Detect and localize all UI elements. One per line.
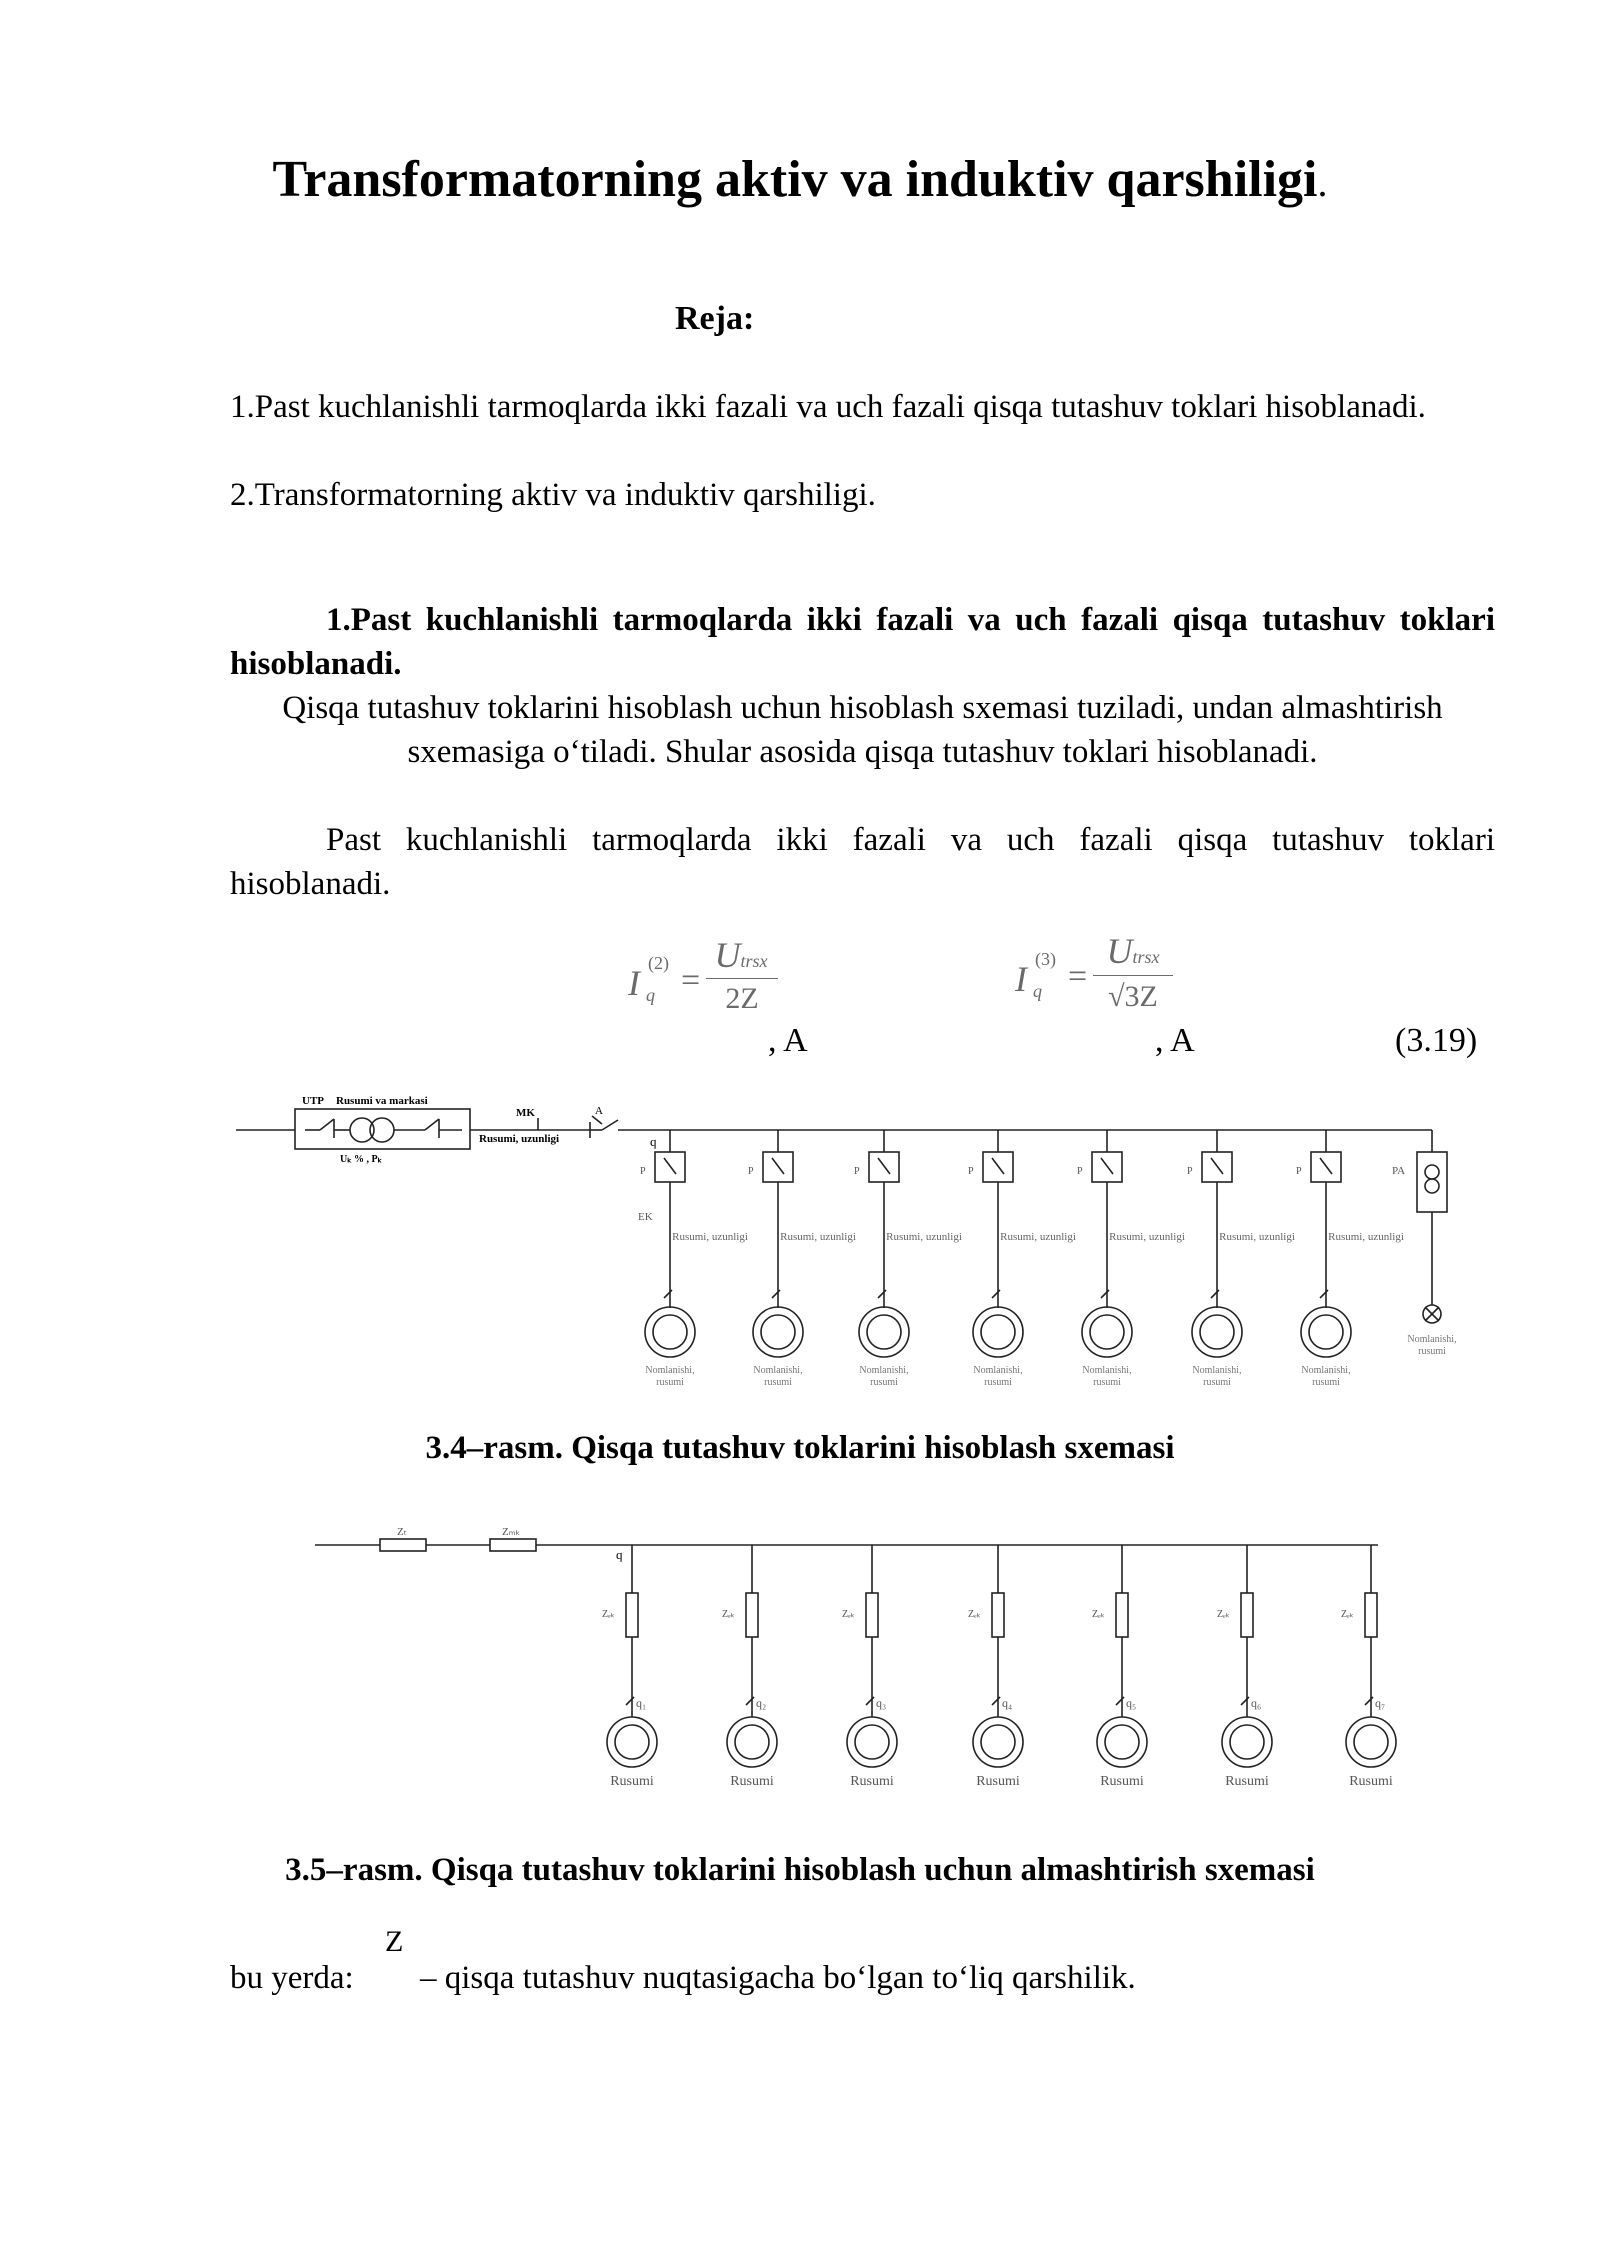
plan-item-1: 1.Past kuchlanishli tarmoqlarda ikki fazali va uch fazali qisqa tutashuv toklari hisoblanadi. (230, 389, 1426, 425)
motor-inner-circle (653, 1315, 687, 1349)
q-label: q (616, 1547, 623, 1562)
motor-type-label: rusumi (1203, 1377, 1231, 1388)
cable-label: Rusumi, uzunligi (780, 1231, 856, 1243)
p-label: P (1296, 1166, 1302, 1177)
motor-inner-circle (981, 1725, 1015, 1759)
rusumi-label: Rusumi (850, 1774, 894, 1789)
equation-number: (3.19) (1395, 1022, 1478, 1059)
equivalent-circuit-diagram (300, 1505, 1400, 1805)
motor-name-label: Nomlanishi, (1301, 1365, 1351, 1376)
motor-name-label: Nomlanishi, (645, 1365, 695, 1376)
q-index-label: q₃ (876, 1696, 887, 1710)
motor-inner-circle (855, 1725, 889, 1759)
equivalent-branch (1092, 1545, 1147, 1789)
formula-three-phase: I (3) q = Utrsx √3Z (1015, 940, 1185, 1020)
zek-resistor (1116, 1593, 1128, 1637)
rusumi-label: Rusumi (1349, 1774, 1393, 1789)
motor-inner-circle (1200, 1315, 1234, 1349)
motor-inner-circle (1105, 1725, 1139, 1759)
motor-type-label: rusumi (656, 1377, 684, 1388)
motor-inner-circle (1309, 1315, 1343, 1349)
zek-resistor (1241, 1593, 1253, 1637)
feeder-branch (854, 1130, 962, 1388)
station-label: Rusumi va markasi (336, 1095, 428, 1107)
rusumi-label: Rusumi (976, 1774, 1020, 1789)
feeder-branch (968, 1130, 1076, 1388)
p-label: P (854, 1166, 860, 1177)
formula-unit-1: , A (768, 1022, 808, 1059)
title-text: Transformatorning aktiv va induktiv qarshiligi (272, 151, 1318, 208)
z-symbol: Z (385, 1925, 404, 1958)
zek-resistor (746, 1593, 758, 1637)
mk-sub-label: Rusumi, uzunligi (479, 1133, 560, 1145)
uk-label: Uₖ % , Pₖ (340, 1154, 382, 1165)
equivalent-branch (842, 1545, 897, 1789)
feeder-branch (1187, 1130, 1295, 1388)
motor-type-label: rusumi (1312, 1377, 1340, 1388)
cable-label: Rusumi, uzunligi (1109, 1231, 1185, 1243)
cable-label: Rusumi, uzunligi (672, 1231, 748, 1243)
zek-resistor (1365, 1593, 1377, 1637)
feeder-branch (1077, 1130, 1185, 1388)
motor-name-label: Nomlanishi, (973, 1365, 1023, 1376)
cable-label: Rusumi, uzunligi (886, 1231, 962, 1243)
figure-3-5-caption: 3.5–rasm. Qisqa tutashuv toklarini hisoblash uchun almashtirish sxemasi (285, 1852, 1315, 1888)
title-dot: . (1317, 160, 1328, 205)
page-title (0, 150, 1600, 209)
cable-label: Rusumi, uzunligi (1328, 1231, 1404, 1243)
formula-unit-2: , A (1155, 1022, 1195, 1059)
cable-label: Rusumi, uzunligi (1000, 1231, 1076, 1243)
motor-inner-circle (867, 1315, 901, 1349)
equivalent-branch (602, 1545, 657, 1789)
plan-item-2: 2.Transformatorning aktiv va induktiv qarshiligi. (230, 477, 876, 513)
feeder-branch (1296, 1130, 1404, 1388)
equivalent-branch (968, 1545, 1023, 1789)
motor-inner-circle (1090, 1315, 1124, 1349)
feeder-branch (748, 1130, 856, 1388)
figure-3-4-caption: 3.4–rasm. Qisqa tutashuv toklarini hisoblash sxemasi (425, 1430, 1175, 1466)
motor-inner-circle (1354, 1725, 1388, 1759)
where-description: – qisqa tutashuv nuqtasigacha bo‘lgan to‘liq qarshilik. (420, 1960, 1136, 1996)
cable-label: Rusumi, uzunligi (1219, 1231, 1295, 1243)
intro-paragraph: Qisqa tutashuv toklarini hisoblash uchun hisoblash sxemasi tuziladi, undan almashtirish sxemasiga o‘tiladi. Shular asosida qisqa tutashuv toklari hisoblanadi. (282, 690, 1443, 770)
zek-resistor (866, 1593, 878, 1637)
pa-branch (1417, 1130, 1447, 1323)
svg-text:rusumi: rusumi (1418, 1346, 1446, 1357)
zmk-resistor (490, 1539, 536, 1551)
utp-label: UTP (302, 1095, 324, 1107)
pa-label: PA (1392, 1165, 1406, 1177)
q-index-label: q₄ (1002, 1696, 1013, 1710)
motor-name-label: Nomlanishi, (859, 1365, 909, 1376)
zt-resistor (380, 1539, 426, 1551)
plan-heading: Reja: (675, 300, 755, 337)
body-paragraph: Past kuchlanishli tarmoqlarda ikki fazali va uch fazali qisqa tutashuv toklari hisoblanadi. (230, 822, 1495, 902)
motor-type-label: rusumi (764, 1377, 792, 1388)
zek-label: Zₑₖ (602, 1609, 615, 1620)
equivalent-branch (1217, 1545, 1272, 1789)
zek-resistor (626, 1593, 638, 1637)
motor-inner-circle (1230, 1725, 1264, 1759)
motor-inner-circle (615, 1725, 649, 1759)
zek-label: Zₑₖ (1217, 1609, 1230, 1620)
motor-type-label: rusumi (870, 1377, 898, 1388)
ek-label: EK (638, 1211, 653, 1223)
motor-inner-circle (981, 1315, 1015, 1349)
short-circuit-scheme-diagram (230, 1090, 1500, 1390)
motor-type-label: rusumi (1093, 1377, 1121, 1388)
motor-name-label: Nomlanishi, (1082, 1365, 1132, 1376)
equivalent-branch (722, 1545, 777, 1789)
zek-resistor (992, 1593, 1004, 1637)
zt-label: Zₜ (397, 1526, 407, 1538)
q-label: q (650, 1134, 657, 1149)
zek-label: Zₑₖ (968, 1609, 981, 1620)
rusumi-label: Rusumi (610, 1774, 654, 1789)
rusumi-label: Rusumi (1225, 1774, 1269, 1789)
zmk-label: Zₘₖ (502, 1526, 521, 1538)
q-index-label: q₅ (1126, 1696, 1137, 1710)
mk-label: MK (516, 1107, 535, 1119)
section-heading: 1.Past kuchlanishli tarmoqlarda ikki fazali va uch fazali qisqa tutashuv toklari hisoblanadi. (230, 602, 1495, 682)
p-label: P (968, 1166, 974, 1177)
q-index-label: q₆ (1251, 1696, 1262, 1710)
motor-name-label: Nomlanishi, (1192, 1365, 1242, 1376)
zek-label: Zₑₖ (842, 1609, 855, 1620)
p-label: P (748, 1166, 754, 1177)
rusumi-label: Rusumi (1100, 1774, 1144, 1789)
p-label: P (1077, 1166, 1083, 1177)
rusumi-label: Rusumi (730, 1774, 774, 1789)
zek-label: Zₑₖ (1092, 1609, 1105, 1620)
q-index-label: q₁ (636, 1696, 647, 1710)
motor-name-label: Nomlanishi, (753, 1365, 803, 1376)
svg-text:Nomlanishi,: Nomlanishi, (1407, 1334, 1457, 1345)
zek-label: Zₑₖ (1341, 1609, 1354, 1620)
equivalent-branch (1341, 1545, 1396, 1789)
a-label: A (595, 1105, 603, 1117)
formula-two-phase: I (2) q = Utrsx 2Z (628, 940, 788, 1020)
feeder-branch (640, 1130, 748, 1388)
motor-inner-circle (735, 1725, 769, 1759)
where-prefix: bu yerda: (230, 1960, 354, 1996)
q-index-label: q₂ (756, 1696, 767, 1710)
zek-label: Zₑₖ (722, 1609, 735, 1620)
p-label: P (640, 1166, 646, 1177)
motor-type-label: rusumi (984, 1377, 1012, 1388)
p-label: P (1187, 1166, 1193, 1177)
motor-inner-circle (761, 1315, 795, 1349)
q-index-label: q₇ (1375, 1696, 1386, 1710)
